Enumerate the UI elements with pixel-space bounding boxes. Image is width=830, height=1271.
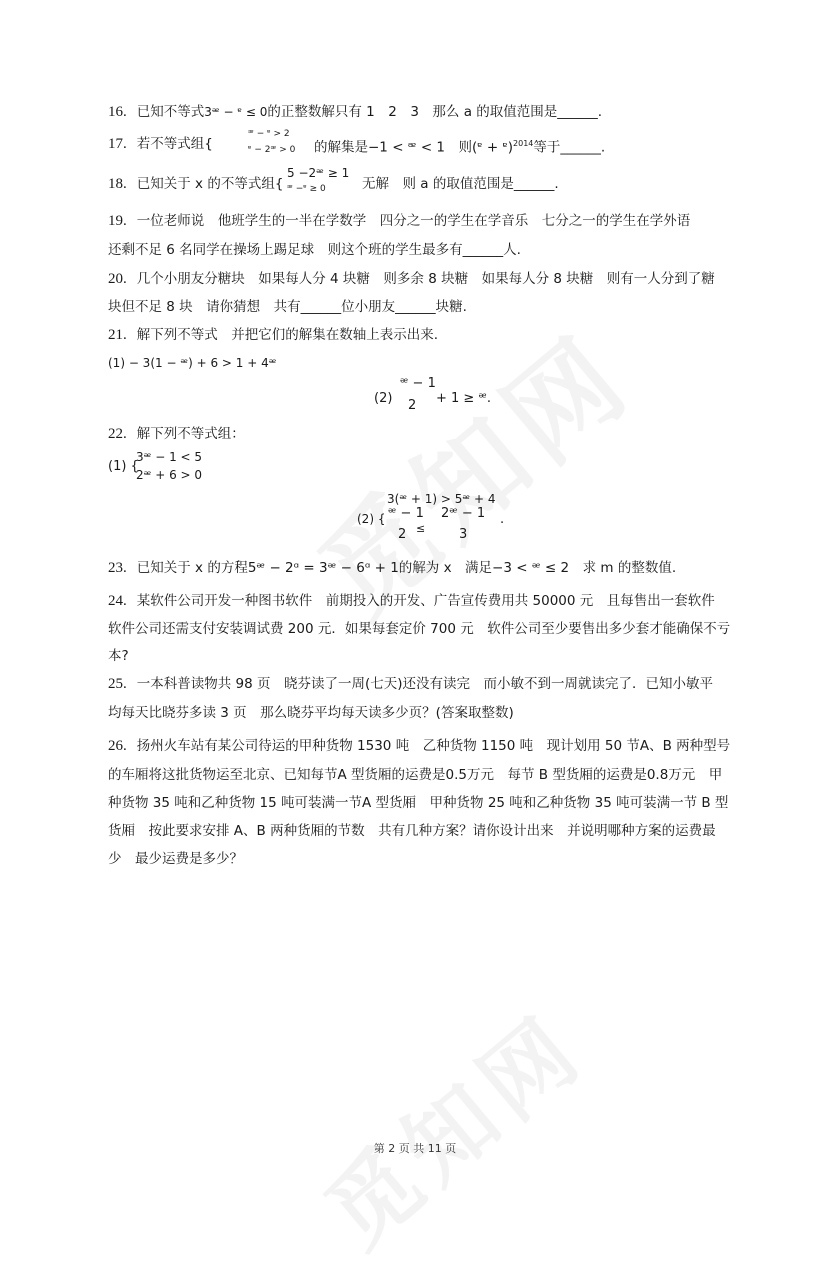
q18-system-bottom: ᵆ −ᵄ ≥ 0: [287, 184, 326, 194]
q22-part2-top: 3(ᵆ + 1) > 5ᵆ + 4: [387, 492, 496, 506]
q17-system-bottom: ᵄ − 2ᵆ > 0: [248, 145, 296, 155]
question-16: 16. 已知不等式3ᵆ − ᵄ ≤ 0的正整数解只有 1 2 3 那么 a 的取值范围是______.: [108, 104, 603, 120]
q22-part2-den2: 3: [459, 527, 468, 542]
question-23: 23. 已知关于 x 的方程5ᵆ − 2ᵅ = 3ᵆ − 6ᵅ + 1的解为 x 满足−3 < ᵆ ≤ 2 求 m 的整数值.: [108, 560, 677, 576]
q22-part1-bottom: 2ᵆ + 6 > 0: [136, 468, 203, 482]
q21-part2-denominator: 2: [408, 398, 417, 413]
q21-part2-label: (2): [374, 391, 393, 406]
q21-part2-tail: + 1 ≥ ᵆ.: [436, 391, 492, 406]
q22-part1-label: (1) {: [108, 459, 139, 474]
q21-part2-numerator: ᵆ − 1: [400, 376, 436, 391]
q22-part2-le: ≤: [416, 522, 426, 535]
watermark-bottom: [293, 979, 606, 1271]
page-footer: 第 2 页 共 11 页: [373, 1142, 457, 1155]
q22-part2-num2: 2ᵆ − 1: [441, 506, 486, 521]
q22-part1-top: 3ᵆ − 1 < 5: [136, 450, 203, 464]
q17-system-top: ᵆ − ᵄ > 2: [248, 129, 290, 139]
q22-part2-end: .: [500, 512, 505, 527]
q22-part2-label: (2) {: [357, 512, 386, 526]
q22-part2-num1: ᵆ − 1: [388, 506, 424, 521]
q18-system-top: 5 −2ᵆ ≥ 1: [287, 166, 350, 180]
q21-part1: (1) − 3(1 − ᵆ) + 6 > 1 + 4ᵆ: [108, 356, 277, 370]
q22-part2-den1: 2: [398, 527, 407, 542]
